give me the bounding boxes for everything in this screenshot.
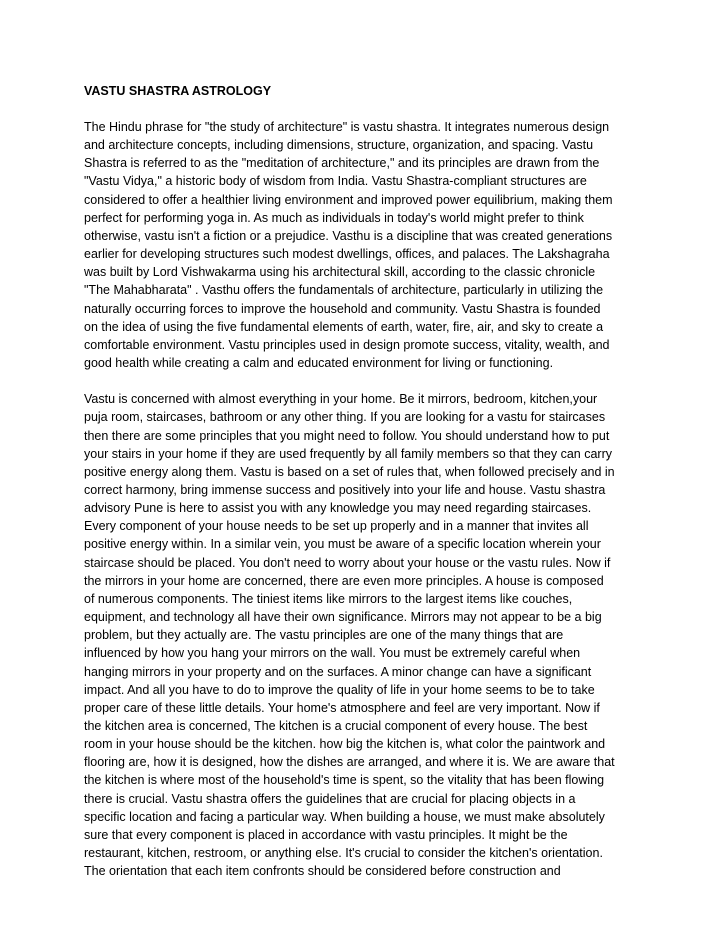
text-line: equipment, and technology all have their own significance. Mirrors may not appear to be a big [84, 610, 602, 625]
text-line: The Hindu phrase for "the study of architecture" is vastu shastra. It integrates numerous design [84, 120, 610, 134]
text-line: naturally occurring forces to improve the household and community. Vastu Shastra is founded [84, 301, 601, 316]
text-line: and architecture concepts, including dimensions, structure, organization, and spacing. Vastu [84, 138, 594, 153]
text-line: Every component of your house needs to be set up properly and in a manner that invites all [84, 519, 589, 534]
text-line: advisory Pune is here to assist you with any knowledge you may need regarding staircases. [84, 501, 592, 516]
text-line: comfortable environment. Vastu principles used in design promote success, vitality, wealth, and [84, 337, 610, 352]
text-line: the kitchen is where most of the household's time is spent, so the vitality that has been flowing [84, 773, 605, 788]
text-line: earlier for developing structures such modest dwellings, offices, and palaces. The Lakshagraha [84, 247, 610, 262]
text-line: impact. And all you have to do to improve the quality of life in your home seems to be to take [84, 682, 595, 697]
text-line: of numerous components. The tiniest items like mirrors to the largest items like couches, [84, 591, 573, 606]
body-paragraph [84, 118, 644, 372]
text-line: there is crucial. Vastu shastra offers the guidelines that are crucial for placing objects in a [84, 791, 576, 806]
text-line: was built by Lord Vishwakarma using his architectural skill, according to the classic chronicle [84, 265, 596, 280]
body-paragraph [84, 390, 644, 880]
text-line: Shastra is referred to as the "meditation of architecture," and its principles are drawn from the [84, 156, 600, 171]
document-title: VASTU SHASTRA ASTROLOGY [84, 84, 272, 98]
text-line: your stairs in your home if they are used frequently by all family members so that they can carry [84, 446, 613, 461]
text-line: positive energy along them. Vastu is based on a set of rules that, when followed precisely and in [84, 464, 615, 479]
text-line: then there are some principles that you might need to follow. You should understand how to put [84, 428, 610, 443]
text-line: sure that every component is placed in accordance with vastu principles. It might be the [84, 827, 568, 842]
text-line: specific location and facing a particular way. When building a house, we must make absolutely [84, 809, 605, 824]
text-line: "Vastu Vidya," a historic body of wisdom from India. Vastu Shastra-compliant structures are [84, 174, 587, 189]
text-line: proper care of these little details. Your home's atmosphere and feel are very important. Now if [84, 700, 600, 715]
text-line: hanging mirrors in your property and on the surfaces. A minor change can have a significant [84, 664, 592, 679]
text-line: restaurant, kitchen, restroom, or anything else. It's crucial to consider the kitchen's orientation. [84, 846, 603, 861]
text-line: "The Mahabharata" . Vasthu offers the fundamentals of architecture, particularly in utilizing the [84, 283, 604, 298]
text-line: on the idea of using the five fundamental elements of earth, water, fire, air, and sky to create a [84, 319, 604, 334]
text-line: the mirrors in your home are concerned, there are even more principles. A house is composed [84, 573, 604, 588]
text-line: considered to offer a healthier living environment and improved power equilibrium, making them [84, 192, 613, 207]
text-line: the kitchen area is concerned, The kitchen is a crucial component of every house. The best [84, 719, 588, 733]
text-line: puja room, staircases, bathroom or any other thing. If you are looking for a vastu for staircases [84, 410, 606, 425]
text-line: staircase should be placed. You don't need to worry about your house or the vastu rules. Now if [84, 555, 611, 570]
text-line: flooring are, how it is designed, how the dishes are arranged, and where it is. We are aware that [84, 755, 615, 770]
text-line: influenced by how you hang your mirrors on the wall. You must be extremely careful when [84, 646, 581, 661]
text-line: The orientation that each item confronts should be considered before construction and [84, 864, 561, 879]
text-line: positive energy within. In a similar vein, you must be aware of a specific location wherein your [84, 537, 601, 552]
paragraphs-container [84, 118, 644, 880]
text-line: Vastu is concerned with almost everything in your home. Be it mirrors, bedroom, kitchen,your [84, 392, 598, 407]
document-body [84, 82, 644, 880]
text-line: problem, but they actually are. The vastu principles are one of the many things that are [84, 628, 564, 643]
text-line: correct harmony, bring immense success and positively into your life and house. Vastu shastra [84, 482, 606, 497]
text-line: room in your house should be the kitchen. how big the kitchen is, what color the paintwork and [84, 737, 606, 752]
text-line: otherwise, vastu isn't a fiction or a prejudice. Vasthu is a discipline that was created generations [84, 228, 613, 243]
text-line: perfect for performing yoga in. As much as individuals in today's world might prefer to think [84, 210, 584, 225]
text-line: good health while creating a calm and educated environment for living or functioning. [84, 356, 554, 371]
